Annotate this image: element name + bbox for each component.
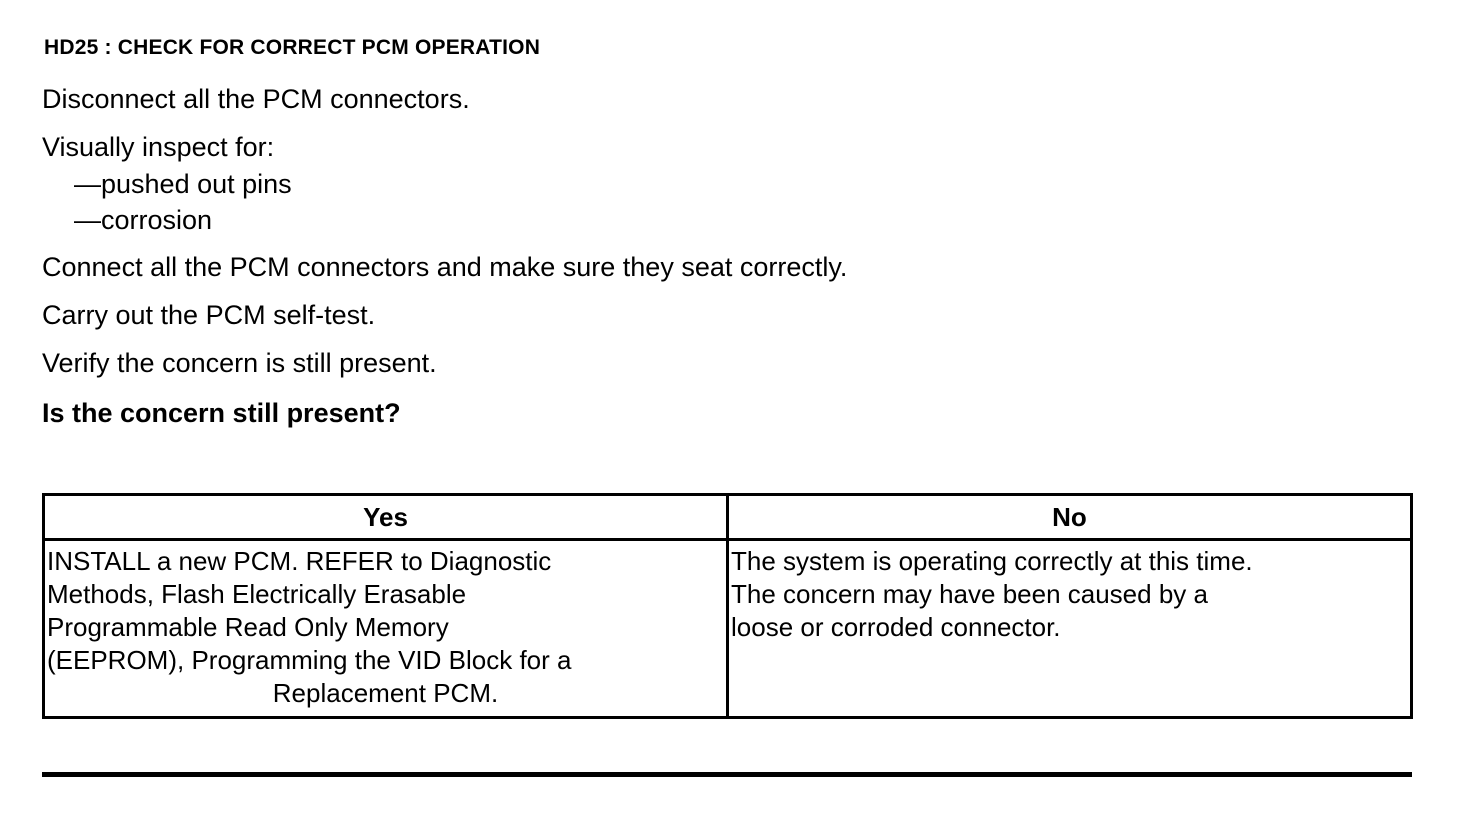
list-item: —pushed out pins <box>74 169 292 199</box>
list-item: —corrosion <box>74 205 213 235</box>
inspect-list <box>42 166 1422 238</box>
table-header-no: No <box>728 495 1412 540</box>
no-line: The system is operating correctly at this time. <box>731 546 1253 576</box>
yes-line: Methods, Flash Electrically Erasable <box>47 579 467 609</box>
decision-question: Is the concern still present? <box>42 398 401 428</box>
no-line: loose or corroded connector. <box>731 612 1061 642</box>
yes-line-last: Replacement PCM. <box>272 678 499 708</box>
footer-divider <box>42 772 1412 777</box>
yes-line: Programmable Read Only Memory <box>47 612 449 642</box>
step-item: Disconnect all the PCM connectors. <box>42 84 470 114</box>
yes-line: (EEPROM), Programming the VID Block for a <box>47 645 572 675</box>
yes-line: INSTALL a new PCM. REFER to Diagnostic <box>47 546 552 576</box>
page-title: HD25 : CHECK FOR CORRECT PCM OPERATION <box>44 36 541 59</box>
step-item: Visually inspect for: <box>42 132 275 162</box>
table-header-row <box>44 495 1412 540</box>
table-row <box>44 540 1412 718</box>
table-header-yes: Yes <box>44 495 728 540</box>
procedure-steps <box>42 82 1422 430</box>
table-cell-no <box>728 540 1412 718</box>
step-item: Carry out the PCM self-test. <box>42 300 376 330</box>
decision-table <box>42 493 1413 719</box>
table-cell-yes <box>44 540 728 718</box>
step-item: Verify the concern is still present. <box>42 348 437 378</box>
step-item: Connect all the PCM connectors and make sure they seat correctly. <box>42 252 848 282</box>
no-line: The concern may have been caused by a <box>731 579 1208 609</box>
